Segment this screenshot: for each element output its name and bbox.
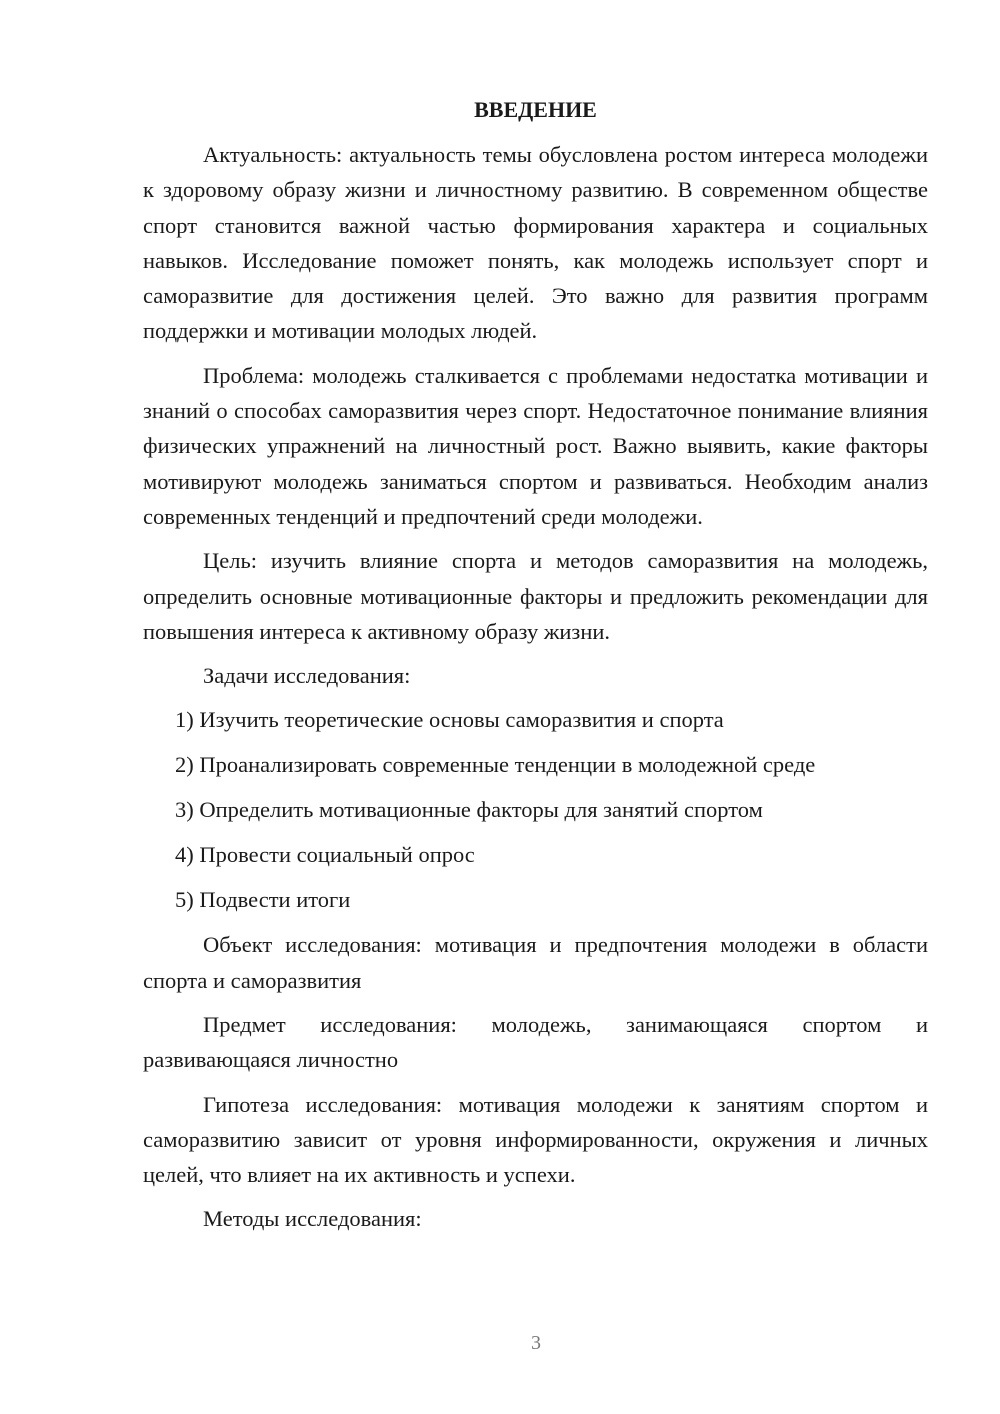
tasks-title: Задачи исследования: bbox=[203, 663, 411, 689]
section-heading: ВВЕДЕНИЕ bbox=[474, 97, 597, 122]
list-item: 4) Провести социальный опрос bbox=[175, 842, 475, 868]
problem-paragraph: Проблема: молодежь сталкивается с проблемами недостатка мотивации и знаний о способах саморазвития через спорт. Недостаточное понимание влияния физических упражнений на личностный рост. Важно выявить, какие факторы мотивируют молодежь заниматься спортом и развиваться. Необходим анализ современных тенденций и предпочтений среди молодежи. bbox=[143, 362, 928, 529]
page-content bbox=[143, 95, 928, 1246]
list-item: 2) Проанализировать современные тенденции в молодежной среде bbox=[175, 752, 816, 778]
subject-paragraph: Предмет исследования: молодежь, занимающаяся спортом и развивающаяся личностно bbox=[143, 1011, 928, 1073]
list-item: 5) Подвести итоги bbox=[175, 887, 351, 913]
page-number: 3 bbox=[531, 1332, 541, 1354]
list-item: 3) Определить мотивационные факторы для занятий спортом bbox=[175, 797, 763, 823]
relevance-paragraph: Актуальность: актуальность темы обусловлена ростом интереса молодежи к здоровому образу жизни и личностному развитию. В современном обществе спорт становится важной частью формирования характера и социальных навыков. Исследование поможет понять, как молодежь использует спорт и саморазвитие для достижения целей. Это важно для развития программ поддержки и мотивации молодых людей. bbox=[143, 142, 928, 344]
list-item: 1) Изучить теоретические основы саморазвития и спорта bbox=[175, 707, 724, 733]
methods-title: Методы исследования: bbox=[203, 1206, 422, 1232]
hypothesis-paragraph: Гипотеза исследования: мотивация молодежи к занятиям спортом и саморазвитию зависит от уровня информированности, окружения и личных целей, что влияет на их активность и успехи. bbox=[143, 1091, 928, 1188]
object-paragraph: Объект исследования: мотивация и предпочтения молодежи в области спорта и саморазвития bbox=[143, 932, 928, 993]
tasks-list bbox=[143, 702, 928, 917]
goal-paragraph: Цель: изучить влияние спорта и методов саморазвития на молодежь, определить основные мотивационные факторы и предложить рекомендации для повышения интереса к активному образу жизни. bbox=[143, 548, 928, 644]
